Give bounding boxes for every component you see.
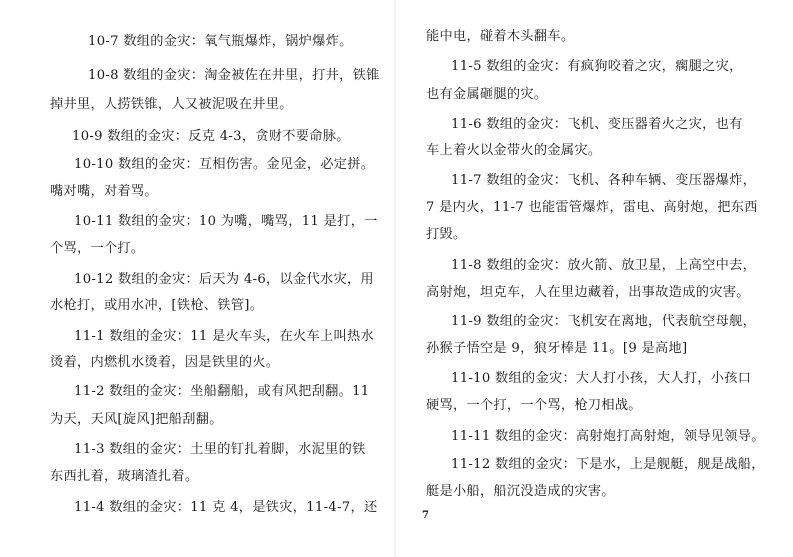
text-line: 为天，天风[旋风]把船刮翻。 bbox=[50, 412, 223, 427]
page-number: 7 bbox=[422, 510, 429, 521]
text-line: 能中电，碰着木头翻车。 bbox=[426, 29, 575, 44]
text-line: 11-9 数组的金灾：飞机安在离地，代表航空母舰， bbox=[451, 314, 757, 329]
text-line: 11-6 数组的金灾：飞机、变压器着火之灾，也有 bbox=[451, 117, 743, 132]
text-line: 打毁。 bbox=[426, 227, 467, 242]
text-line: 10-12 数组的金灾：后天为 4-6，以金代水灾，用 bbox=[74, 272, 374, 287]
text-line: 11-3 数组的金灾：土里的钉扎着脚，水泥里的铁 bbox=[74, 442, 366, 457]
text-line: 东西扎着，玻璃渣扎着。 bbox=[50, 469, 199, 484]
text-line: 11-12 数组的金灾：下是水，上是舰艇，舰是战船， bbox=[451, 457, 765, 472]
left-page bbox=[0, 0, 396, 557]
text-line: 11-11 数组的金灾：高射炮打高射炮，领导见领导。 bbox=[451, 429, 765, 444]
text-line: 11-7 数组的金灾：飞机、各种车辆、变压器爆炸， bbox=[451, 173, 757, 188]
text-line: 艇是小船，船沉没造成的灾害。 bbox=[426, 484, 615, 499]
text-line: 个骂，一个打。 bbox=[50, 241, 145, 256]
text-line: 高射炮，坦克车，人在里边藏着，出事故造成的灾害。 bbox=[426, 285, 750, 300]
text-line: 10-11 数组的金灾：10 为嘴，嘴骂，11 是打，一 bbox=[74, 214, 378, 229]
text-line: 10-7 数组的金灾：氧气瓶爆炸，锅炉爆炸。 bbox=[88, 34, 353, 49]
text-line: 11-5 数组的金灾：有疯狗咬着之灾，瘸腿之灾， bbox=[451, 59, 743, 74]
text-line: 硬骂，一个打，一个骂，枪刀相战。 bbox=[426, 398, 642, 413]
text-line: 10-8 数组的金灾：淘金被佐在井里，打井，铁锥 bbox=[88, 68, 380, 83]
text-line: 也有金属砸腿的灾。 bbox=[426, 87, 548, 102]
text-line: 11-2 数组的金灾：坐船翻船，或有风把刮翻。11 bbox=[74, 384, 370, 399]
text-line: 11-8 数组的金灾：放火箭、放卫星，上高空中去， bbox=[451, 258, 757, 273]
right-page bbox=[396, 0, 793, 557]
text-line: 11-1 数组的金灾：11 是火车头，在火车上叫热水 bbox=[74, 329, 374, 344]
text-line: 7 是内火，11-7 也能雷管爆炸，雷电、高射炮，把东西 bbox=[426, 200, 758, 215]
text-line: 水枪打，或用水冲，[铁枪、铁管]。 bbox=[50, 298, 264, 313]
text-line: 烫着，内燃机水烫着，因是铁里的火。 bbox=[50, 355, 280, 370]
text-line: 嘴对嘴，对着骂。 bbox=[50, 184, 158, 199]
text-line: 10-10 数组的金灾：互相伤害。金见金，必定拼。 bbox=[74, 157, 375, 172]
text-line: 车上着火以金带火的金属灾。 bbox=[426, 143, 602, 158]
text-line: 11-4 数组的金灾：11 克 4，是铁灾，11-4-7，还 bbox=[74, 500, 378, 515]
text-line: 孙猴子悟空是 9，狼牙棒是 11。[9 是高地] bbox=[426, 341, 688, 356]
text-line: 11-10 数组的金灾：大人打小孩，大人打，小孩口 bbox=[451, 371, 752, 386]
text-line: 10-9 数组的金灾：反克 4-3，贪财不要命脉。 bbox=[72, 129, 350, 144]
text-line: 掉井里，人捞铁锥，人又被泥吸在井里。 bbox=[50, 97, 293, 112]
